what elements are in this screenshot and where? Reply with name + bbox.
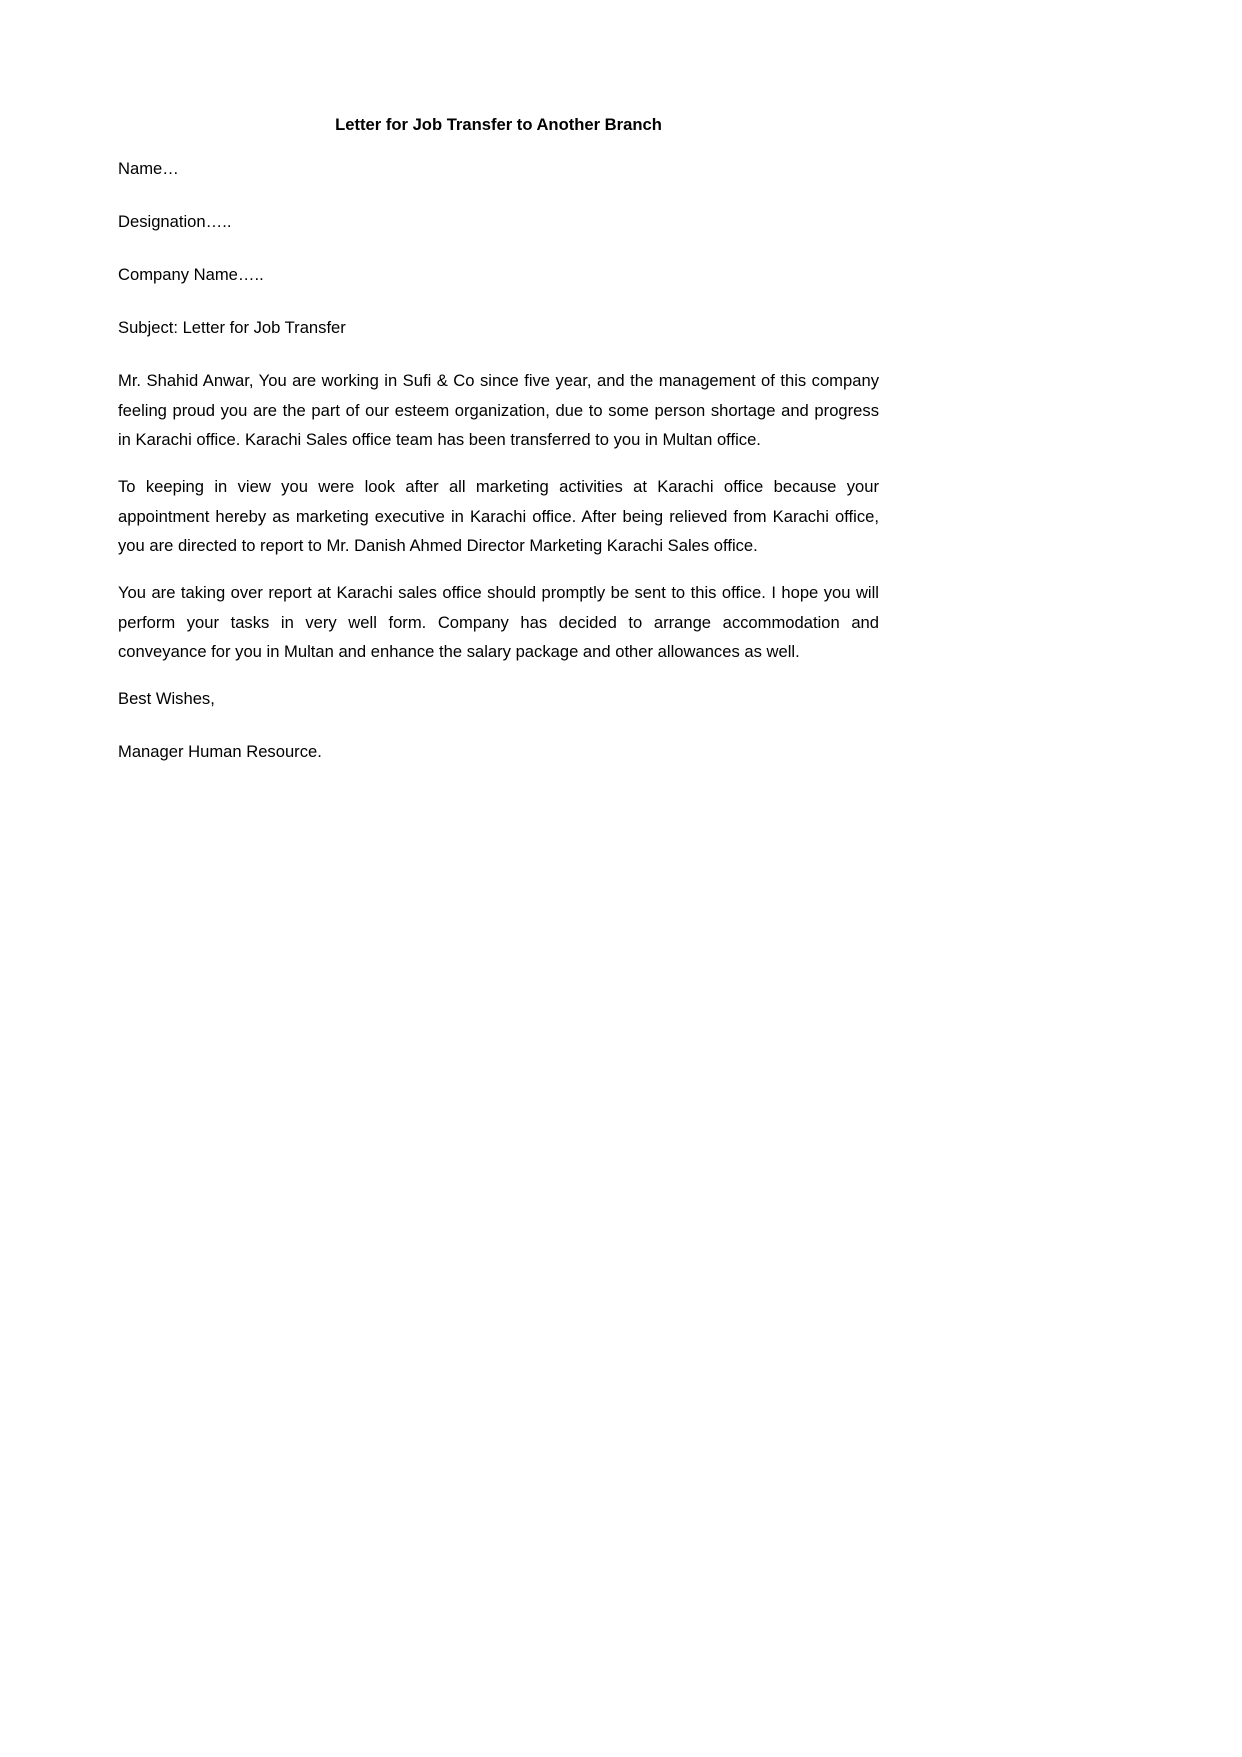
subject-line: Subject: Letter for Job Transfer (118, 318, 346, 337)
designation-line: Designation….. (118, 212, 232, 231)
closing-line: Best Wishes, (118, 689, 215, 708)
body-paragraph-1: Mr. Shahid Anwar, You are working in Sufi & Co since five year, and the management of this company feeling proud you are the part of our esteem organization, due to some person shortage and progress in Karachi office. Karachi Sales office team has been transferred to you in Multan office. (118, 371, 879, 450)
document-title: Letter for Job Transfer to Another Branch (335, 115, 662, 134)
name-line: Name… (118, 159, 179, 178)
body-paragraph-3: You are taking over report at Karachi sales office should promptly be sent to this office. I hope you will perform your tasks in very well form. Company has decided to arrange accommodation and conveyance for you in Multan and enhance the salary package and other allowances as well. (118, 583, 879, 662)
signature-line: Manager Human Resource. (118, 742, 322, 761)
body-paragraph-2: To keeping in view you were look after all marketing activities at Karachi office because your appointment hereby as marketing executive in Karachi office. After being relieved from Karachi office, you are directed to report to Mr. Danish Ahmed Director Marketing Karachi Sales office. (118, 477, 879, 556)
company-name-line: Company Name….. (118, 265, 264, 284)
